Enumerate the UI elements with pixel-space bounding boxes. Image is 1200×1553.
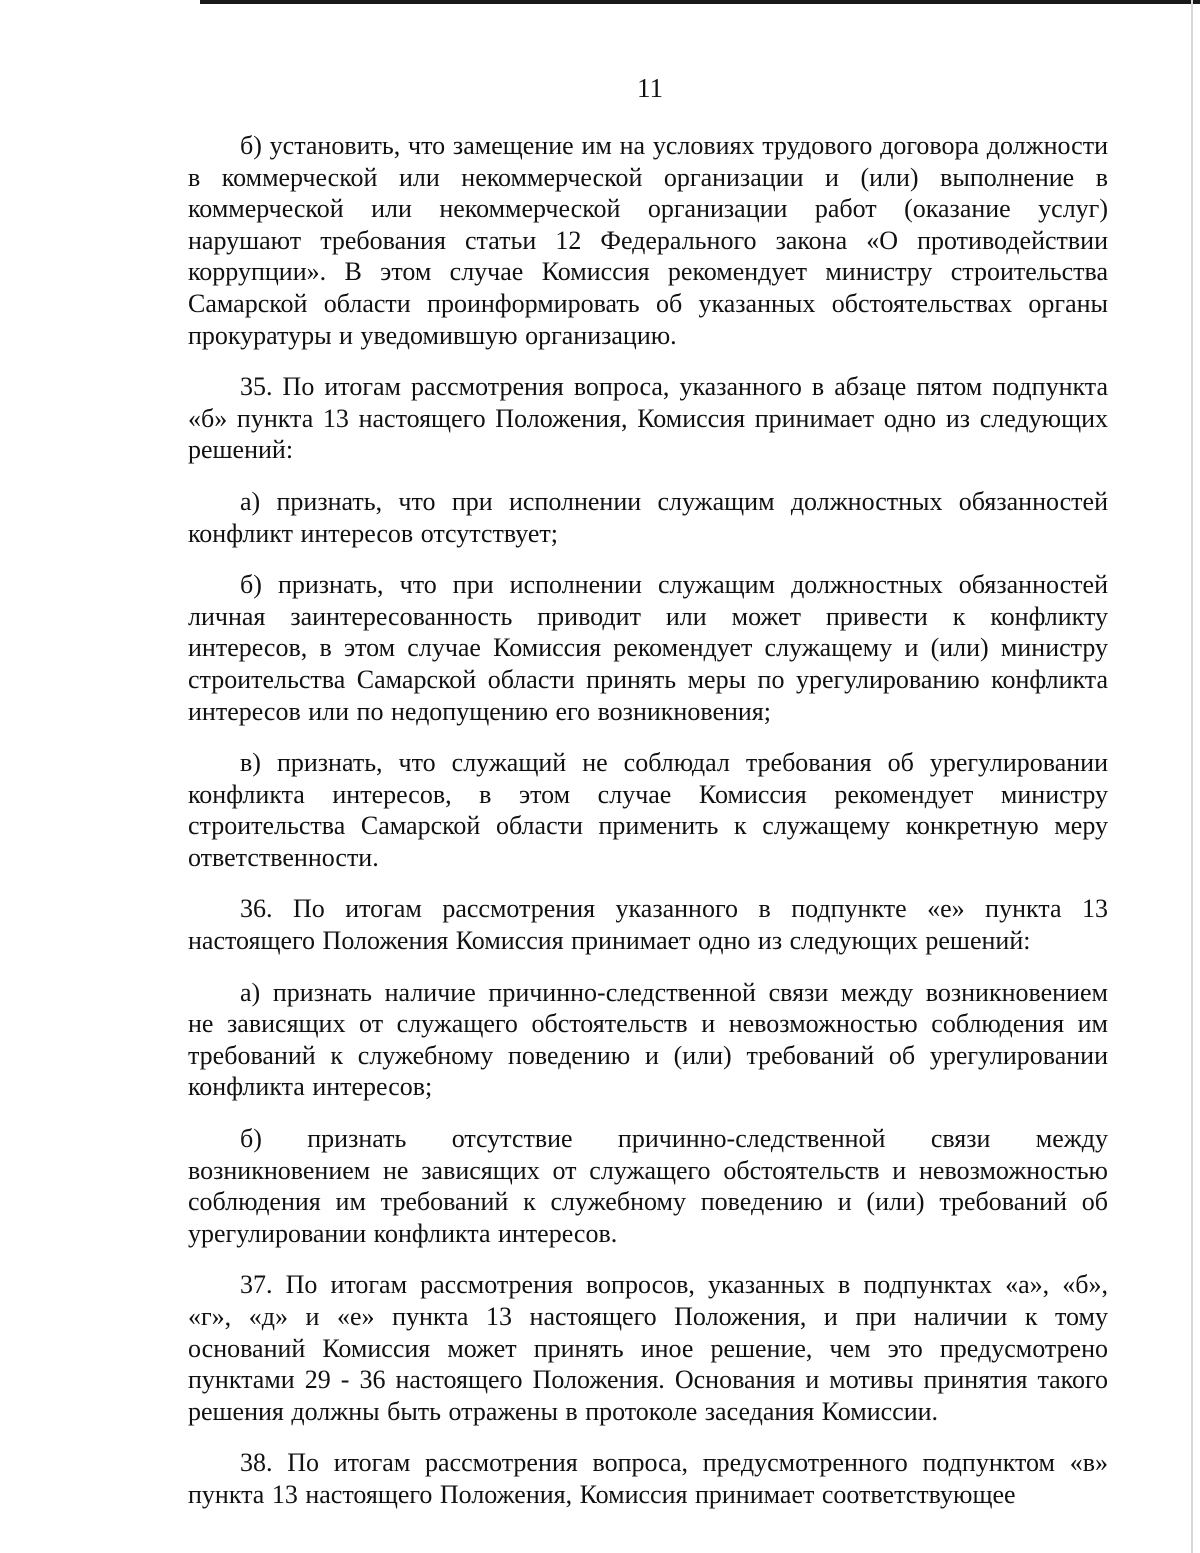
document-body [188, 130, 1108, 1511]
paragraph-36-b: б) признать отсутствие причинно-следственной связи между возникновением не зависящих от служащего обстоятельств и невозможностью соблюдения им требований к служебному поведению и (или) требований об урегулировании конфликта интересов. [188, 1124, 1108, 1248]
paragraph-35-v: в) признать, что служащий не соблюдал требования об урегулировании конфликта интересов, в этом случае Комиссия рекомендует министру строительства Самарской области применить к служащему конкретную меру ответственности. [188, 748, 1108, 872]
paragraph-35: 35. По итогам рассмотрения вопроса, указанного в абзаце пятом подпункта «б» пункта 13 настоящего Положения, Комиссия принимает одно из следующих решений: [188, 372, 1108, 465]
scan-right-edge [1191, 0, 1193, 1553]
scan-top-border [200, 0, 1200, 4]
page-number: 11 [637, 73, 663, 103]
paragraph-38: 38. По итогам рассмотрения вопроса, предусмотренного подпунктом «в» пункта 13 настоящего Положения, Комиссия принимает соответствующее [188, 1448, 1108, 1509]
paragraph-34-b: б) установить, что замещение им на условиях трудового договора должности в коммерческой или некоммерческой организации и (или) выполнение в коммерческой или некоммерческой организации работ (оказание услуг) нарушают требования статьи 12 Федерального закона «О противодействии коррупции». В этом случае Комиссия рекомендует министру строительства Самарской области проинформировать об указанных обстоятельствах органы прокуратуры и уведомившую организацию. [188, 131, 1108, 350]
paragraph-37: 37. По итогам рассмотрения вопросов, указанных в подпунктах «а», «б», «г», «д» и «е» пункта 13 настоящего Положения, и при наличии к тому оснований Комиссия может принять иное решение, чем это предусмотрено пунктами 29 - 36 настоящего Положения. Основания и мотивы принятия такого решения должны быть отражены в протоколе заседания Комиссии. [188, 1270, 1108, 1426]
paragraph-35-a: а) признать, что при исполнении служащим должностных обязанностей конфликт интересов отсутствует; [188, 486, 1108, 548]
paragraph-35-b: б) признать, что при исполнении служащим должностных обязанностей личная заинтересованность приводит или может привести к конфликту интересов, в этом случае Комиссия рекомендует служащему и (или) министру строительства Самарской области принять меры по урегулированию конфликта интересов или по недопущению его возникновения; [188, 570, 1108, 726]
paragraph-36: 36. По итогам рассмотрения указанного в подпункте «е» пункта 13 настоящего Положения Комиссия принимает одно из следующих решений: [188, 894, 1108, 956]
paragraph-36-a: а) признать наличие причинно-следственной связи между возникновением не зависящих от служащего обстоятельств и невозможностью соблюдения им требований к служебному поведению и (или) требований об урегулировании конфликта интересов; [188, 977, 1108, 1102]
